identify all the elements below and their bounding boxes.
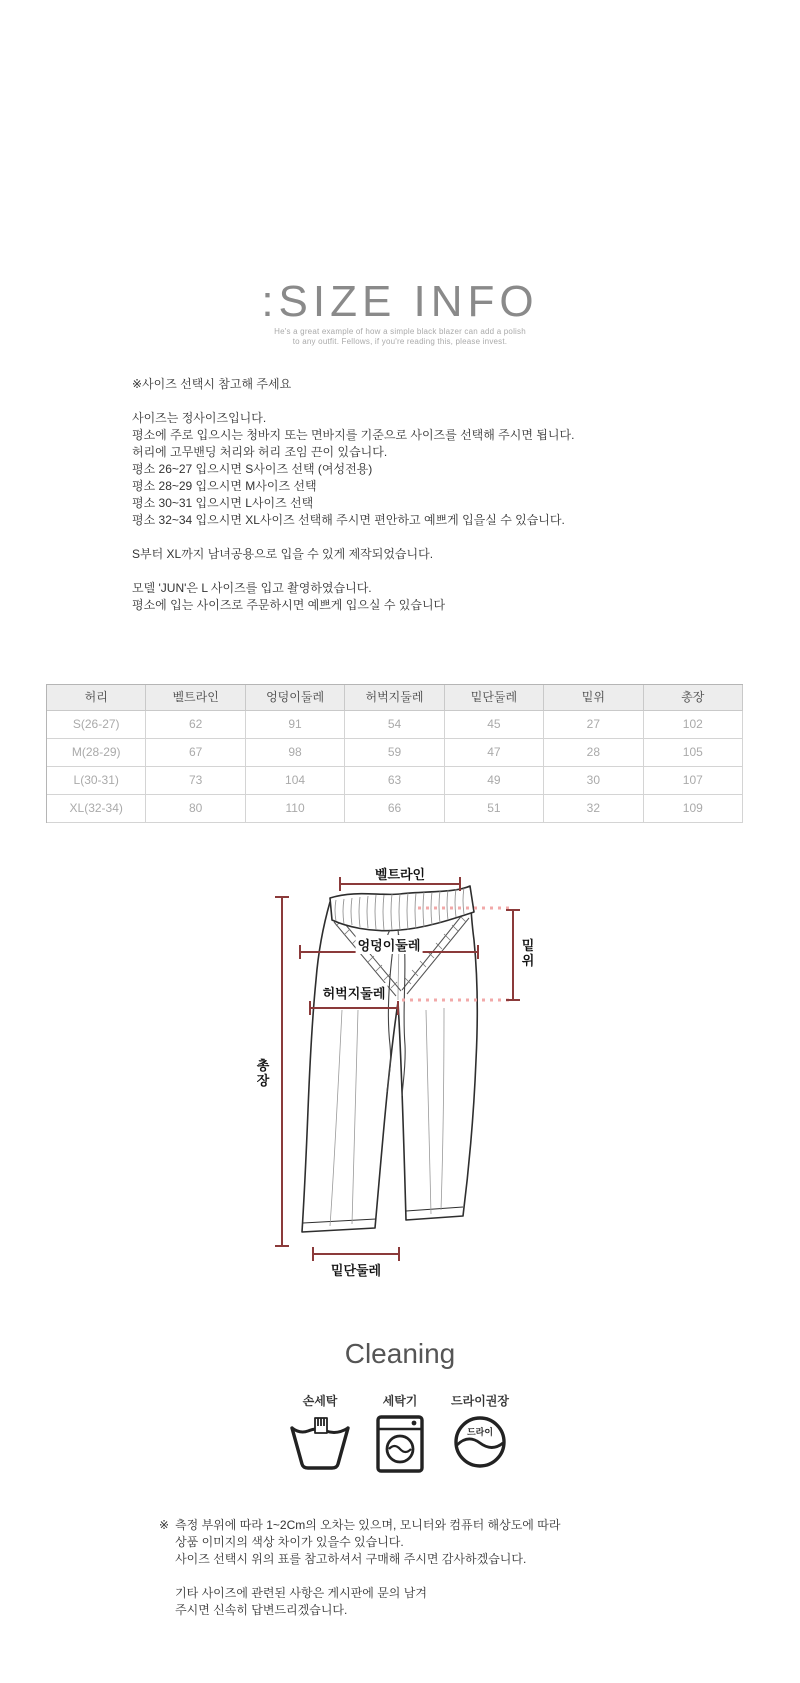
table-cell: 67 xyxy=(146,739,245,767)
dry-clean-icon xyxy=(452,1414,508,1470)
hand-wash-icon xyxy=(290,1414,350,1472)
size-table xyxy=(46,684,743,823)
footer-line: 주시면 신속히 답변드리겠습니다. xyxy=(175,1603,348,1617)
intro-line: S부터 XL까지 남녀공용으로 입을 수 있게 제작되었습니다. xyxy=(132,547,434,561)
header-subtitle xyxy=(0,327,800,347)
table-cell: 105 xyxy=(644,739,743,767)
table-cell: 59 xyxy=(345,739,444,767)
dry-clean-label: 드라이권장 xyxy=(451,1394,509,1408)
header-subtitle-line2: to any outfit. Fellows, if you're reading this, please invest. xyxy=(292,337,508,346)
hand-wash-label: 손세탁 xyxy=(302,1394,338,1408)
table-col-header: 허벅지둘레 xyxy=(345,685,444,711)
machine-wash-label: 세탁기 xyxy=(382,1394,418,1408)
table-cell: 30 xyxy=(544,767,643,795)
intro-line: 평소에 주로 입으시는 청바지 또는 면바지를 기준으로 사이즈를 선택해 주시면 됩니다. xyxy=(132,428,575,442)
table-cell: 28 xyxy=(544,739,643,767)
table-cell: 45 xyxy=(445,711,544,739)
table-col-header: 벨트라인 xyxy=(146,685,245,711)
table-col-header: 밑단둘레 xyxy=(445,685,544,711)
intro-line: 허리에 고무밴딩 처리와 허리 조임 끈이 있습니다. xyxy=(132,445,388,459)
table-cell: 107 xyxy=(644,767,743,795)
table-col-header: 밑위 xyxy=(544,685,643,711)
table-cell: 110 xyxy=(246,795,345,823)
table-cell: S(26-27) xyxy=(47,711,146,739)
intro-line: 모델 'JUN'은 L 사이즈를 입고 촬영하였습니다. xyxy=(132,581,372,595)
table-col-header: 허리 xyxy=(47,685,146,711)
footer-notes xyxy=(159,1517,560,1619)
table-cell: 102 xyxy=(644,711,743,739)
footer-line: 기타 사이즈에 관련된 사항은 게시판에 문의 남겨 xyxy=(175,1586,427,1600)
page-title: :SIZE INFO xyxy=(261,277,539,326)
table-cell: 91 xyxy=(246,711,345,739)
machine-wash-item xyxy=(360,1392,440,1479)
footer-line: 측정 부위에 따라 1~2Cm의 오차는 있으며, 모니터와 컴퓨터 해상도에 따라 xyxy=(175,1518,561,1532)
intro-line: 평소 26~27 입으시면 S사이즈 선택 (여성전용) xyxy=(132,462,373,476)
table-cell: L(30-31) xyxy=(47,767,146,795)
intro-line: 평소 30~31 입으시면 L사이즈 선택 xyxy=(132,496,314,510)
table-cell: 27 xyxy=(544,711,643,739)
table-col-header: 엉덩이둘레 xyxy=(246,685,345,711)
header-subtitle-line1: He's a great example of how a simple black blazer can add a polish xyxy=(274,327,526,336)
size-guide-text xyxy=(132,376,574,614)
table-cell: 98 xyxy=(246,739,345,767)
table-cell: 109 xyxy=(644,795,743,823)
hand-wash-item xyxy=(280,1392,360,1479)
intro-line: 사이즈는 정사이즈입니다. xyxy=(132,411,267,425)
table-row xyxy=(47,739,743,767)
cleaning-icons xyxy=(280,1392,520,1479)
table-cell: 80 xyxy=(146,795,245,823)
washing-machine-icon xyxy=(375,1414,425,1474)
dry-clean-badge: 드라이 xyxy=(466,1427,494,1437)
table-row xyxy=(47,795,743,823)
cleaning-title: Cleaning xyxy=(344,1338,456,1369)
footer-text xyxy=(175,1517,560,1619)
pants-sketch xyxy=(230,860,570,1290)
pants-measure-diagram xyxy=(230,860,570,1290)
length-label: 총장 xyxy=(256,1058,270,1088)
beltline-label: 벨트라인 xyxy=(373,864,427,883)
table-cell: 104 xyxy=(246,767,345,795)
table-cell: 73 xyxy=(146,767,245,795)
table-cell: 47 xyxy=(445,739,544,767)
hip-label: 엉덩이둘레 xyxy=(356,935,423,954)
table-row xyxy=(47,767,743,795)
rise-label: 밑위 xyxy=(521,938,535,968)
table-cell: 49 xyxy=(445,767,544,795)
table-cell: 32 xyxy=(544,795,643,823)
footer-line: 상품 이미지의 색상 차이가 있을수 있습니다. xyxy=(175,1535,404,1549)
table-cell: 54 xyxy=(345,711,444,739)
table-row xyxy=(47,711,743,739)
table-col-header: 총장 xyxy=(644,685,743,711)
table-cell: M(28-29) xyxy=(47,739,146,767)
intro-line: 평소에 입는 사이즈로 주문하시면 예쁘게 입으실 수 있습니다 xyxy=(132,598,446,612)
intro-line: 평소 28~29 입으시면 M사이즈 선택 xyxy=(132,479,317,493)
table-cell: 66 xyxy=(345,795,444,823)
table-cell: XL(32-34) xyxy=(47,795,146,823)
table-cell: 51 xyxy=(445,795,544,823)
table-header-row xyxy=(47,685,743,711)
size-info-header xyxy=(0,277,800,347)
size-notice: ※사이즈 선택시 참고해 주세요 xyxy=(132,377,292,391)
table-cell: 62 xyxy=(146,711,245,739)
thigh-label: 허벅지둘레 xyxy=(321,983,388,1002)
table-cell: 63 xyxy=(345,767,444,795)
dry-clean-item xyxy=(440,1392,520,1479)
hem-label: 밑단둘레 xyxy=(329,1260,383,1279)
intro-line: 평소 32~34 입으시면 XL사이즈 선택해 주시면 편안하고 예쁘게 입을실 수 있습니다. xyxy=(132,513,565,527)
footnote-mark: ※ xyxy=(159,1518,170,1532)
footer-line: 사이즈 선택시 위의 표를 참고하셔서 구매해 주시면 감사하겠습니다. xyxy=(175,1552,527,1566)
